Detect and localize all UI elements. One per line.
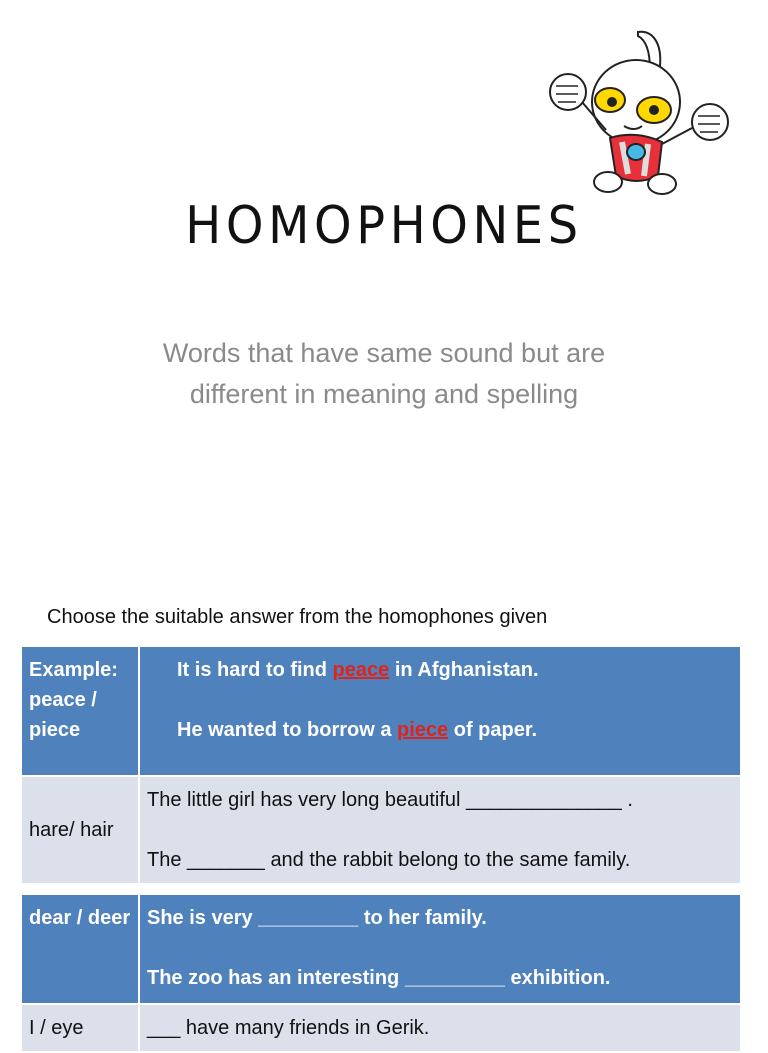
exercise-sentence: She is very _________ to her family. xyxy=(147,907,487,929)
sentence-text: of paper. xyxy=(448,719,538,741)
exercise-sentence: The little girl has very long beautiful ______________ . xyxy=(147,789,633,811)
definition-line: Words that have same sound but are xyxy=(162,338,606,368)
table-row xyxy=(21,894,741,1004)
example-sentence xyxy=(177,655,733,685)
answer-word: piece xyxy=(397,719,449,741)
example-sentence xyxy=(177,715,733,745)
sentence-text: He wanted to borrow a xyxy=(177,719,398,741)
exercise-sentence: ___ have many friends in Gerik. xyxy=(147,1017,430,1039)
sentence-cell xyxy=(139,646,741,776)
homophones-table xyxy=(20,645,742,1053)
mascot-illustration xyxy=(538,26,738,198)
answer-word: peace xyxy=(332,659,390,681)
sentence-cell xyxy=(139,894,741,1004)
table-row xyxy=(21,1004,741,1052)
ultraman-cartoon-icon xyxy=(538,26,738,198)
exercise-instruction: Choose the suitable answer from the homophones given xyxy=(47,606,548,628)
sentence-text: It is hard to find xyxy=(177,659,333,681)
sentence-cell xyxy=(139,1004,741,1052)
page-title: HOMOPHONES xyxy=(185,196,583,256)
homophone-pair-cell: dear / deer xyxy=(21,894,139,1004)
table-row xyxy=(21,646,741,776)
sentence-text: in Afghanistan. xyxy=(389,659,539,681)
exercise-sentence: The zoo has an interesting _________ exhibition. xyxy=(147,967,611,989)
homophone-pair-cell: hare/ hair xyxy=(21,776,139,884)
table-row xyxy=(21,776,741,884)
homophone-pair-cell: Example: peace / piece xyxy=(21,646,139,776)
definition-line: different in meaning and spelling xyxy=(189,379,579,409)
definition-text xyxy=(84,333,684,415)
sentence-cell xyxy=(139,776,741,884)
exercise-sentence: The _______ and the rabbit belong to the same family. xyxy=(147,849,631,871)
homophone-pair-cell: I / eye xyxy=(21,1004,139,1052)
